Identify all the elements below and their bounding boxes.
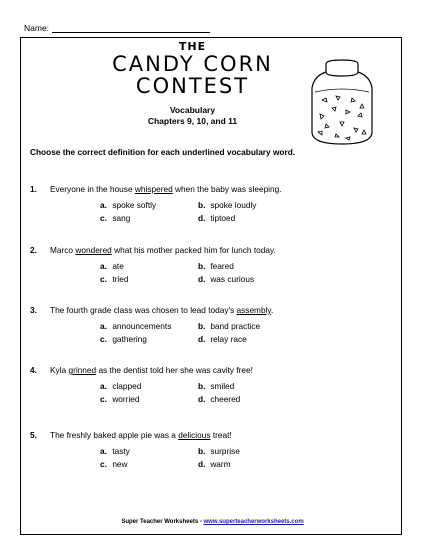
title-line-2: CANDY CORN	[112, 52, 273, 76]
option-c[interactable]: c. gathering	[100, 334, 147, 344]
footer-website-link[interactable]: www.superteacherworksheets.com	[203, 519, 304, 525]
candy-corn-jar-icon	[306, 58, 378, 146]
worksheet-title	[80, 40, 305, 97]
vocabulary-word: grinned	[68, 365, 97, 375]
vocabulary-word: assembly	[236, 305, 271, 315]
footer	[0, 519, 425, 525]
question-text: The freshly baked apple pie was a delicious treat!	[50, 430, 232, 440]
option-d[interactable]: d. relay race	[198, 334, 247, 344]
option-c[interactable]: c. tried	[100, 274, 129, 284]
instruction-text: Choose the correct definition for each underlined vocabulary word.	[30, 147, 296, 157]
vocabulary-word: wondered	[75, 245, 112, 255]
subtitle-vocabulary: Vocabulary	[169, 105, 216, 115]
option-a[interactable]: a. ate	[100, 261, 124, 271]
option-c[interactable]: c. sang	[100, 213, 131, 223]
question-number: 2.	[30, 245, 37, 255]
question-text: The fourth grade class was chosen to lead today's assembly.	[50, 305, 274, 315]
option-b[interactable]: b. band practice	[198, 321, 261, 331]
question-text: Kyla grinned as the dentist told her she was cavity free!	[50, 365, 253, 375]
footer-separator: -	[198, 519, 204, 525]
option-a[interactable]: a. spoke softly	[100, 200, 157, 210]
question-text: Marco wondered what his mother packed him for lunch today.	[50, 245, 276, 255]
option-b[interactable]: b. feared	[198, 261, 234, 271]
option-b[interactable]: b. spoke loudly	[198, 200, 257, 210]
option-a[interactable]: a. announcements	[100, 321, 172, 331]
option-b[interactable]: b. surprise	[198, 446, 240, 456]
name-label: Name:	[24, 23, 50, 33]
option-a[interactable]: a. clapped	[100, 381, 142, 391]
option-d[interactable]: d. warm	[198, 459, 231, 469]
option-d[interactable]: d. was curious	[198, 274, 255, 284]
question-text: Everyone in the house whispered when the baby was sleeping.	[50, 184, 282, 194]
question-number: 3.	[30, 305, 37, 315]
option-b[interactable]: b. smiled	[198, 381, 235, 391]
name-field-line[interactable]	[52, 24, 210, 33]
subtitle-chapters: Chapters 9, 10, and 11	[147, 116, 238, 126]
worksheet-subtitle	[80, 105, 305, 127]
vocabulary-word: whispered	[134, 184, 173, 194]
vocabulary-word: delicious	[178, 430, 211, 440]
option-c[interactable]: c. worried	[100, 394, 140, 404]
option-c[interactable]: c. new	[100, 459, 128, 469]
question-number: 1.	[30, 184, 37, 194]
option-a[interactable]: a. tasty	[100, 446, 130, 456]
question-number: 5.	[30, 430, 37, 440]
title-line-1: THE	[178, 40, 207, 53]
question-number: 4.	[30, 365, 37, 375]
name-row	[24, 23, 210, 33]
footer-brand: Super Teacher Worksheets	[121, 519, 199, 525]
option-d[interactable]: d. cheered	[198, 394, 241, 404]
option-d[interactable]: d. tiptoed	[198, 213, 236, 223]
title-line-3: CONTEST	[135, 74, 250, 98]
